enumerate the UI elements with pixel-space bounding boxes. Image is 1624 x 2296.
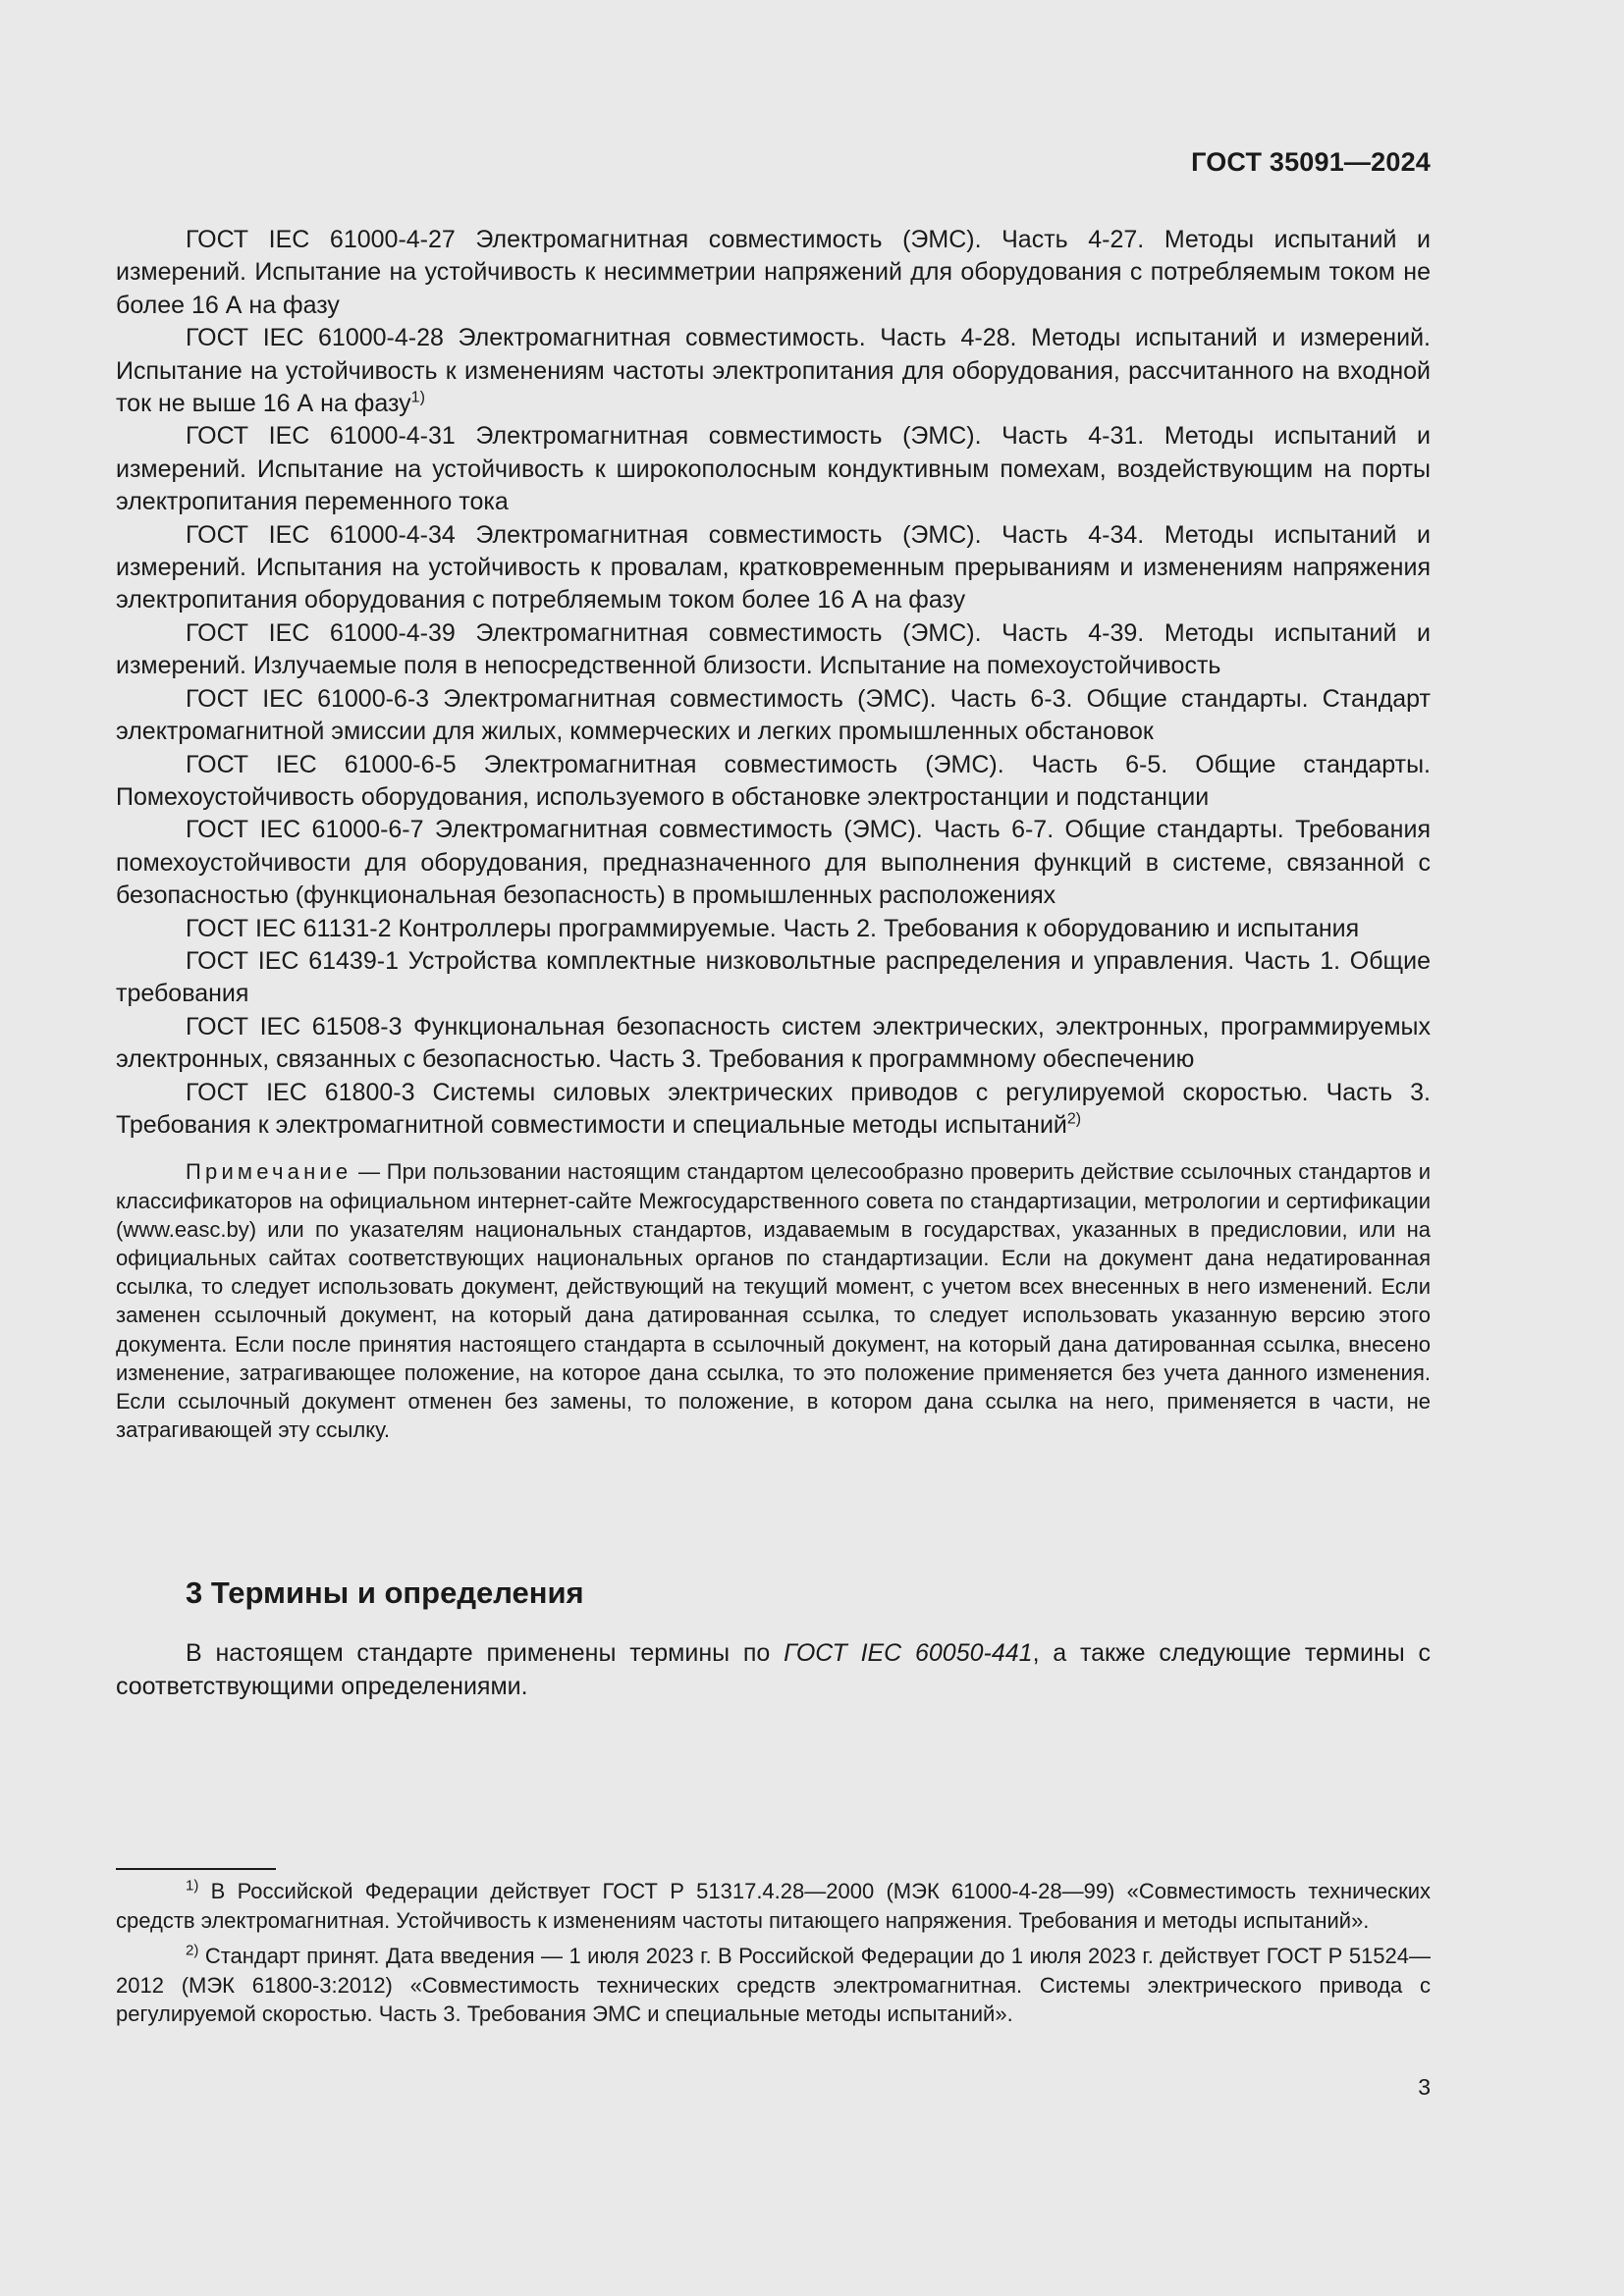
section-body: В настоящем стандарте применены термины по ГОСТ IEC 60050-441, а также следующие термины с соответствующими определениями. bbox=[116, 1639, 1431, 1700]
reference-item: ГОСТ IEC 61131-2 Контроллеры программируемые. Часть 2. Требования к оборудованию и испытания bbox=[186, 914, 1360, 942]
footnote: $^{2)}$ Стандарт принят. Дата введения — 1 июля 2023 г. В Российской Федерации до 1 июля 2023 г. действует ГОСТ Р 51524—2012 (МЭК 61800-3:2012) «Совместимость технических средств электромагнитная. Системы электрического привода с регулируемой скоростью. Часть 3. Требования ЭМС и специальные методы испытаний». bbox=[116, 1942, 1431, 2026]
reference-item: ГОСТ IEC 61000-6-7 Электромагнитная совместимость (ЭМС). Часть 6-7. Общие стандарты. Требования помехоустойчивости для оборудования, предназначенного для выполнения функций в системе, связанной с безопасностью (функциональная безопасность) в промышленных расположениях bbox=[116, 816, 1431, 910]
references-list bbox=[116, 224, 1431, 1466]
note-paragraph: Примечание — При пользовании настоящим стандартом целесообразно проверить действие ссылочных стандартов и классификаторов на официальном интернет-сайте Межгосударственного совета по стандартизации, метрологии и сертификации (www.easc.by) или по указателям национальных стандартов, издаваемым в государствах, указанных в предисловии, или на официальных сайтах соответствующих национальных органов по стандартизации. Если на документ дана недатированная ссылка, то следует использовать документ, действующий на текущий момент, с учетом всех внесенных в него изменений. Если заменен ссылочный документ, на который дана датированная ссылка, то следует использовать указанную версию этого документа. Если после принятия настоящего стандарта в ссылочный документ, на который дана датированная ссылка, внесено изменение, затрагивающее положение, на которое дана ссылка, то это положение применяется без учета данного изменения. Если ссылочный документ отменен без замены, то положение, в котором дана ссылка на него, применяется в части, не затрагивающей эту ссылку. bbox=[116, 1159, 1431, 1443]
reference-item: ГОСТ IEC 61000-6-3 Электромагнитная совместимость (ЭМС). Часть 6-3. Общие стандарты. Стандарт электромагнитной эмиссии для жилых, коммерческих и легких промышленных обстановок bbox=[116, 684, 1431, 746]
note-label: Примечание bbox=[186, 1159, 352, 1185]
footnote-divider bbox=[116, 1868, 276, 1870]
reference-item: ГОСТ IEC 61800-3 Системы силовых электрических приводов с регулируемой скоростью. Часть 3. Требования к электромагнитной совместимости и специальные методы испытаний$^{2)}$ bbox=[116, 1078, 1431, 1139]
section-title: 3 Термины и определения bbox=[186, 1575, 584, 1610]
footnote-mark: 2) bbox=[186, 1942, 199, 1959]
reference-item: ГОСТ IEC 61000-4-27 Электромагнитная совместимость (ЭМС). Часть 4-27. Методы испытаний и измерений. Испытание на устойчивость к несимметрии напряжений для оборудования с потребляемым током не более 16 А на фазу bbox=[116, 226, 1431, 319]
standard-reference: ГОСТ IEC 60050-441 bbox=[784, 1639, 1033, 1667]
footnote-mark: 1) bbox=[186, 1877, 199, 1895]
document-code: ГОСТ 35091—2024 bbox=[1191, 147, 1431, 177]
reference-item: ГОСТ IEC 61000-4-34 Электромагнитная совместимость (ЭМС). Часть 4-34. Методы испытаний и измерений. Испытания на устойчивость к провалам, кратковременным прерываниям и изменениям напряжения электропитания оборудования с потребляемым током более 16 А на фазу bbox=[116, 520, 1431, 614]
footnote-marker: 2) bbox=[1066, 1110, 1082, 1128]
footnote-marker: 1) bbox=[410, 389, 425, 406]
footnote: $^{1)}$ В Российской Федерации действует ГОСТ Р 51317.4.28—2000 (МЭК 61000-4-28—99) «Совместимость технических средств электромагнитная. Устойчивость к изменениям частоты питающего напряжения. Требования и методы испытаний». bbox=[116, 1877, 1431, 1933]
footnotes bbox=[116, 1877, 1431, 2036]
reference-item: ГОСТ IEC 61508-3 Функциональная безопасность систем электрических, электронных, программируемых электронных, связанных с безопасностью. Часть 3. Требования к программному обеспечению bbox=[116, 1012, 1431, 1074]
reference-item: ГОСТ IEC 61000-4-31 Электромагнитная совместимость (ЭМС). Часть 4-31. Методы испытаний и измерений. Испытание на устойчивость к широкополосным кондуктивным помехам, воздействующим на порты электропитания переменного тока bbox=[116, 422, 1431, 516]
reference-item: ГОСТ IEC 61000-6-5 Электромагнитная совместимость (ЭМС). Часть 6-5. Общие стандарты. Помехоустойчивость оборудования, используемого в обстановке электростанции и подстанции bbox=[116, 750, 1431, 811]
page-number: 3 bbox=[1418, 2074, 1431, 2100]
reference-item: ГОСТ IEC 61000-4-28 Электромагнитная совместимость. Часть 4-28. Методы испытаний и измерений. Испытание на устойчивость к изменениям частоты электропитания для оборудования, рассчитанного на входной ток не выше 16 А на фазу$^{1)}$ bbox=[116, 324, 1431, 418]
reference-item: ГОСТ IEC 61439-1 Устройства комплектные низковольтные распределения и управления. Часть 1. Общие требования bbox=[116, 946, 1431, 1008]
note-text: При пользовании настоящим стандартом целесообразно проверить действие ссылочных стандартов и классификаторов на официальном интернет-сайте Межгосударственного совета по стандартизации, метрологии и сертификации (www.easc.by) или по указателям национальных стандартов, издаваемым в государствах, указанных в предисловии, или на официальных сайтах соответствующих национальных органов по стандартизации. Если на документ дана недатированная ссылка, то следует использовать документ, действующий на текущий момент, с учетом всех внесенных в него изменений. Если заменен ссылочный документ, на который дана датированная ссылка, то следует использовать указанную версию этого документа. Если после принятия настоящего стандарта в ссылочный документ, на который дана датированная ссылка, внесено изменение, затрагивающее положение, на которое дана ссылка, то это положение применяется без учета данного изменения. Если ссылочный документ отменен без замены, то положение, в котором дана ссылка на него, применяется в части, не затрагивающей эту ссылку. bbox=[116, 1159, 1431, 1443]
reference-item: ГОСТ IEC 61000-4-39 Электромагнитная совместимость (ЭМС). Часть 4-39. Методы испытаний и измерений. Излучаемые поля в непосредственной близости. Испытание на помехоустойчивость bbox=[116, 618, 1431, 680]
